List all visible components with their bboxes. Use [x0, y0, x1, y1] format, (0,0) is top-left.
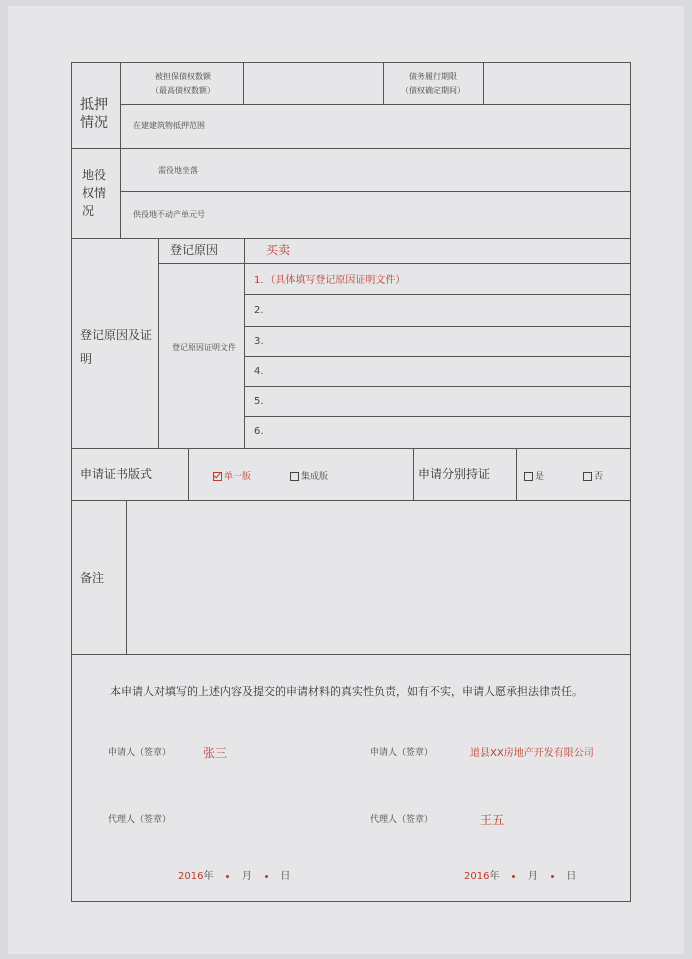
dominant-land-label: 需役地坐落 [158, 166, 198, 175]
doc-item-5: 5. [254, 396, 264, 407]
secured-amount-label: 被担保债权数额 （最高债权数额） [151, 72, 215, 95]
separate-cert-no[interactable] [583, 472, 603, 482]
date-left-month-char: 月 [241, 871, 252, 882]
debt-term-label: 债务履行期限 （债权确定期间） [401, 72, 465, 95]
no-checkbox[interactable] [583, 472, 592, 481]
separate-cert-label: 申请分别持证 [418, 467, 491, 481]
servient-unit-label: 供役地不动产单元号 [133, 210, 205, 219]
remarks-label: 备注 [80, 571, 105, 585]
easement-label: 地役权情况 [82, 168, 107, 218]
form-page [8, 6, 684, 954]
date-right-month-char: 月 [527, 871, 538, 882]
doc-item-4: 4. [254, 366, 264, 377]
doc-item-2: 2. [254, 305, 264, 316]
red-dot-icon [265, 875, 268, 878]
doc-item-3: 3. [254, 336, 264, 347]
reg-reason-value: 买卖 [266, 243, 291, 257]
red-dot-icon [512, 875, 515, 878]
applicant-left-value: 张三 [203, 746, 228, 760]
single-version-checkbox[interactable] [213, 472, 222, 481]
date-left-year-char: 年 [203, 871, 214, 882]
date-right [464, 872, 576, 882]
red-dot-icon [551, 875, 554, 878]
no-label: 否 [594, 472, 604, 482]
form-frame [71, 62, 631, 902]
date-left [178, 872, 290, 882]
mortgage-label: 抵押情况 [80, 97, 108, 131]
cert-format-label: 申请证书版式 [80, 467, 153, 481]
red-dot-icon [226, 875, 229, 878]
applicant-left-label: 申请人（签章） [108, 748, 172, 758]
cert-option-single[interactable] [213, 472, 251, 482]
doc-item-1: 1．（具体填写登记原因证明文件） [254, 275, 406, 286]
cert-option-integrated[interactable] [290, 472, 328, 482]
applicant-right-value: 道县XX房地产开发有限公司 [470, 748, 594, 759]
reg-doc-label: 登记原因证明文件 [172, 343, 236, 352]
doc-item-6: 6. [254, 426, 264, 437]
integrated-version-label: 集成版 [301, 472, 329, 482]
applicant-right-label: 申请人（签章） [370, 748, 434, 758]
construction-scope-label: 在建建筑物抵押范围 [133, 121, 205, 130]
date-right-year-char: 年 [489, 871, 500, 882]
separate-cert-yes[interactable] [524, 472, 544, 482]
agent-right-value: 王五 [480, 813, 505, 827]
yes-checkbox[interactable] [524, 472, 533, 481]
integrated-version-checkbox[interactable] [290, 472, 299, 481]
reg-reason-section-label: 登记原因及证明 [80, 328, 153, 366]
single-version-label: 单一版 [224, 472, 252, 482]
date-right-day-char: 日 [566, 871, 577, 882]
declaration-text: 本申请人对填写的上述内容及提交的申请材料的真实性负责，如有不实，申请人愿承担法律责任。 [110, 685, 583, 698]
date-right-year: 2016 [464, 871, 490, 882]
date-left-year: 2016 [178, 871, 204, 882]
agent-left-label: 代理人（签章） [108, 815, 172, 825]
reg-reason-label: 登记原因 [170, 243, 219, 257]
yes-label: 是 [535, 472, 545, 482]
agent-right-label: 代理人（签章） [370, 815, 434, 825]
date-left-day-char: 日 [280, 871, 291, 882]
